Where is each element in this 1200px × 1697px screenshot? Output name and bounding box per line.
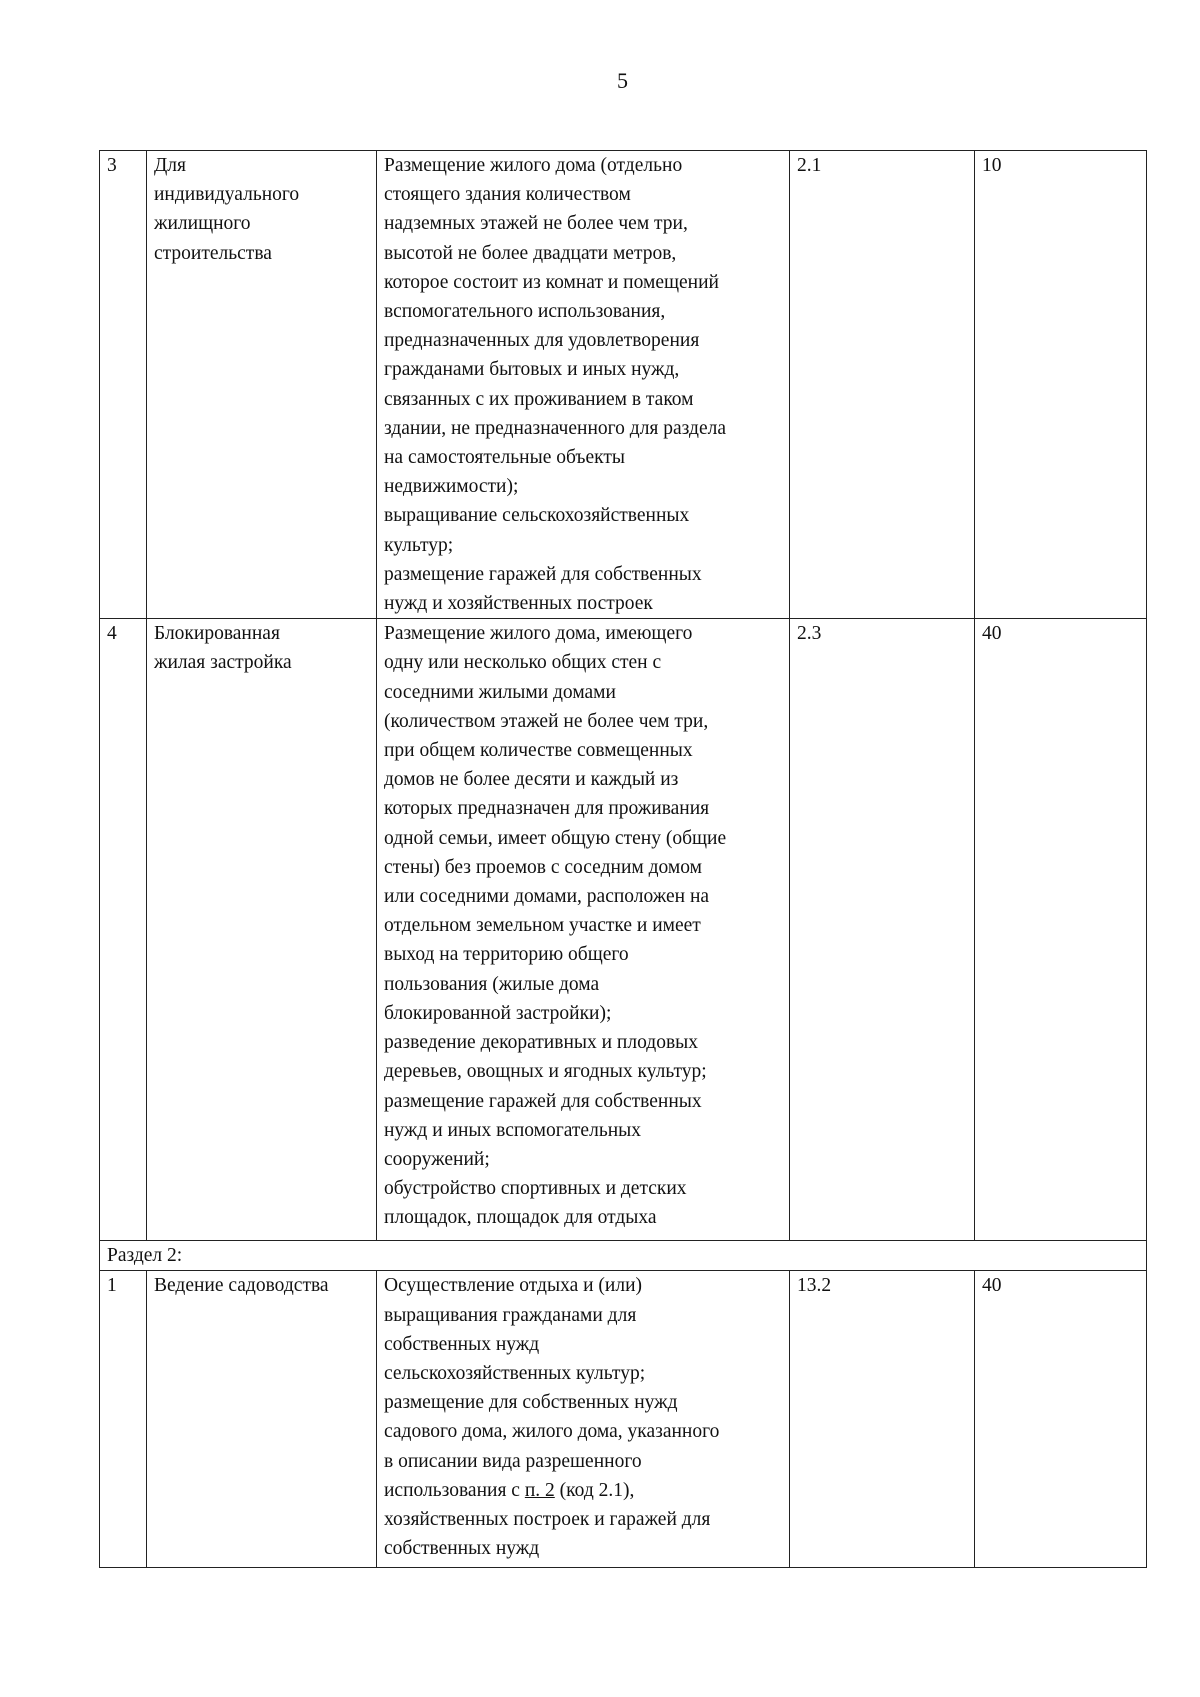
description-line: в описании вида разрешенного bbox=[384, 1450, 642, 1472]
section-label: Раздел 2: bbox=[100, 1241, 1147, 1271]
description-line: которых предназначен для проживания bbox=[384, 798, 710, 820]
description-line: сооружений; bbox=[384, 1148, 490, 1170]
description-line: (количеством этажей не более чем три, bbox=[384, 710, 709, 732]
row-number: 1 bbox=[100, 1271, 147, 1568]
reference-prefix: использования с bbox=[384, 1479, 525, 1501]
description-line: площадок, площадок для отдыха bbox=[384, 1207, 657, 1229]
description-line: выход на территорию общего bbox=[384, 944, 629, 966]
row-number: 4 bbox=[100, 619, 147, 1241]
description-line: Осуществление отдыха и (или) bbox=[384, 1275, 643, 1297]
land-use-table bbox=[99, 150, 1147, 1568]
description-line: недвижимости); bbox=[384, 476, 519, 498]
description-line: здании, не предназначенного для раздела bbox=[384, 417, 726, 439]
description-line: разведение декоративных и плодовых bbox=[384, 1032, 699, 1054]
description-line: деревьев, овощных и ягодных культур; bbox=[384, 1061, 707, 1083]
description-line: на самостоятельные объекты bbox=[384, 447, 625, 469]
description-line: сельскохозяйственных культур; bbox=[384, 1363, 646, 1385]
description-line-with-reference bbox=[384, 1476, 782, 1505]
name-line: Блокированная bbox=[154, 623, 280, 645]
description-line: садового дома, жилого дома, указанного bbox=[384, 1421, 720, 1443]
clause-reference-link[interactable]: п. 2 bbox=[524, 1479, 555, 1501]
description-line: размещение гаражей для собственных bbox=[384, 563, 702, 585]
description-line: гражданами бытовых и иных нужд, bbox=[384, 359, 680, 381]
description-line: культур; bbox=[384, 534, 454, 556]
description-line: Размещение жилого дома, имеющего bbox=[384, 623, 693, 645]
description-line: пользования (жилые дома bbox=[384, 973, 600, 995]
value-cell: 40 bbox=[975, 619, 1147, 1241]
name-line: Ведение садоводства bbox=[154, 1275, 329, 1297]
row-number: 3 bbox=[100, 151, 147, 619]
classifier-code: 2.3 bbox=[790, 619, 975, 1241]
section-header-row bbox=[100, 1241, 1147, 1271]
name-line: строительства bbox=[154, 242, 272, 264]
description-line: обустройство спортивных и детских bbox=[384, 1178, 687, 1200]
description-line: которое состоит из комнат и помещений bbox=[384, 271, 719, 293]
value-cell: 40 bbox=[975, 1271, 1147, 1568]
description-line: Размещение жилого дома (отдельно bbox=[384, 155, 683, 176]
description-line: при общем количестве совмещенных bbox=[384, 740, 693, 762]
description-line: предназначенных для удовлетворения bbox=[384, 330, 700, 352]
description-line: собственных нужд bbox=[384, 1333, 540, 1355]
description-line: выращивание сельскохозяйственных bbox=[384, 505, 690, 527]
value-cell: 10 bbox=[975, 151, 1147, 619]
description-line: вспомогательного использования, bbox=[384, 301, 666, 323]
description-line: хозяйственных построек и гаражей для bbox=[384, 1509, 711, 1531]
description-line: собственных нужд bbox=[384, 1538, 540, 1560]
description-line: размещение для собственных нужд bbox=[384, 1392, 678, 1414]
description-line: выращивания гражданами для bbox=[384, 1304, 637, 1326]
reference-suffix: (код 2.1), bbox=[554, 1479, 635, 1501]
description-line: связанных с их проживанием в таком bbox=[384, 388, 694, 410]
land-use-description bbox=[377, 151, 790, 619]
table-row bbox=[100, 1271, 1147, 1568]
classifier-code: 2.1 bbox=[790, 151, 975, 619]
land-use-name bbox=[147, 619, 377, 1241]
name-line: жилищного bbox=[154, 213, 251, 235]
description-line: нужд и хозяйственных построек bbox=[384, 593, 653, 615]
land-use-description bbox=[377, 619, 790, 1241]
land-use-name bbox=[147, 151, 377, 619]
name-line: Для bbox=[154, 155, 187, 176]
land-use-name bbox=[147, 1271, 377, 1568]
table-row bbox=[100, 151, 1147, 619]
description-line: соседними жилыми домами bbox=[384, 681, 616, 703]
description-line: одну или несколько общих стен с bbox=[384, 652, 662, 674]
description-line: блокированной застройки); bbox=[384, 1002, 612, 1024]
description-line: высотой не более двадцати метров, bbox=[384, 242, 677, 264]
name-line: жилая застройка bbox=[154, 652, 292, 674]
name-line: индивидуального bbox=[154, 184, 300, 206]
description-line: одной семьи, имеет общую стену (общие bbox=[384, 827, 727, 849]
description-line: отдельном земельном участке и имеет bbox=[384, 915, 701, 937]
description-line: нужд и иных вспомогательных bbox=[384, 1119, 641, 1141]
table-row bbox=[100, 619, 1147, 1241]
page-number: 5 bbox=[617, 68, 628, 93]
description-line: стоящего здания количеством bbox=[384, 184, 631, 206]
description-line: или соседними домами, расположен на bbox=[384, 886, 710, 908]
description-line: стены) без проемов с соседним домом bbox=[384, 856, 702, 878]
land-use-description bbox=[377, 1271, 790, 1568]
description-line: домов не более десяти и каждый из bbox=[384, 769, 679, 791]
description-line: надземных этажей не более чем три, bbox=[384, 213, 688, 235]
classifier-code: 13.2 bbox=[790, 1271, 975, 1568]
description-line: размещение гаражей для собственных bbox=[384, 1090, 702, 1112]
